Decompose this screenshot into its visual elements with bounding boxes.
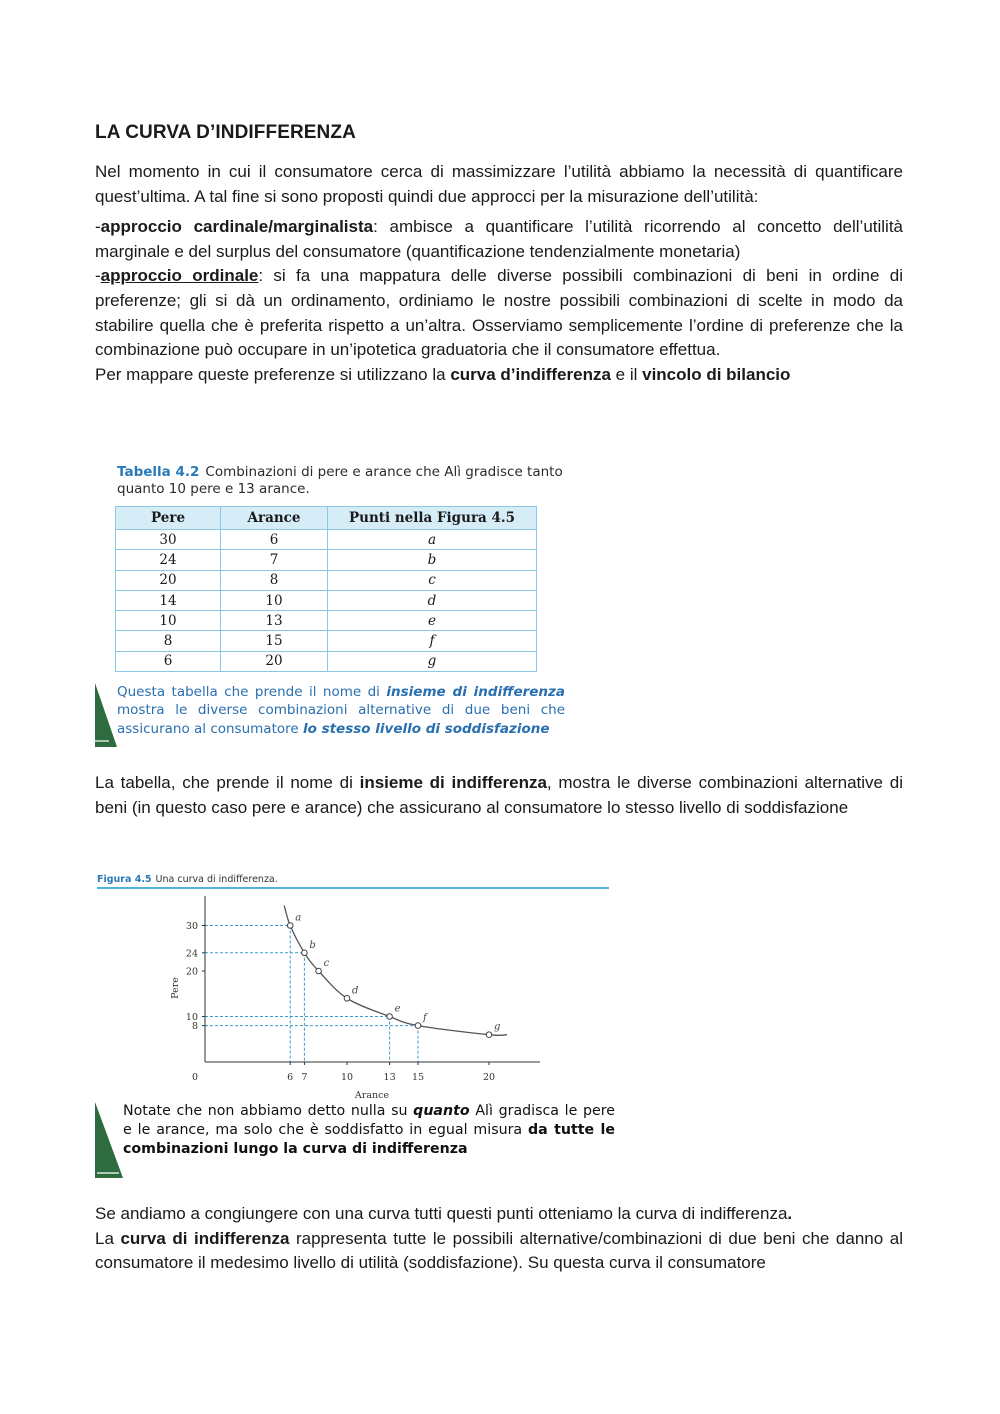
- cardinal-approach-paragraph: [95, 215, 903, 264]
- bullet-dash: -: [95, 266, 101, 286]
- note-text: Alì gradisca le pere e le arance, ma solo che è soddisfatto in egual misura: [123, 1103, 615, 1138]
- figure-label: Figura 4.5: [97, 874, 152, 885]
- intro-paragraph: Nel momento in cui il consumatore cerca di massimizzare l’utilità abbiamo la necessità di quantificare quest’ultima. A tal fine si sono proposti quindi due approcci per la misurazione dell’utilità:: [95, 162, 903, 206]
- ordinal-text: : si fa una mappatura delle diverse possibili combinazioni di beni in ordine di preferenze; gli si dà un ordinamento, ordiniamo le nostre possibili combinazioni di scelte in modo da stabilire quella che è preferita rispetto a un’altra. Osserviamo semplicemente l’ordine di preferenze che la combinazione può occupare in un’ipotetica graduatoria che il consumatore effettua.: [95, 266, 903, 360]
- data-point-d: [344, 996, 350, 1002]
- y-tick-label: 8: [191, 1021, 198, 1033]
- table-cell: b: [328, 550, 537, 570]
- point-label-b: b: [309, 939, 316, 951]
- y-tick-label: 24: [185, 948, 198, 960]
- table-cell: 8: [116, 631, 221, 651]
- page-title: LA CURVA D’INDIFFERENZA: [95, 122, 356, 143]
- note-text: mostra le diverse combinazioni alternative di due beni che assicurano al consumatore: [117, 702, 565, 737]
- table-row: [116, 631, 537, 651]
- note-emphasis: quanto: [413, 1103, 470, 1119]
- bullet-dash: -: [95, 217, 101, 237]
- mapping-text: Per mappare queste preferenze si utilizzano la: [95, 364, 451, 384]
- table-row: [116, 530, 537, 550]
- x-tick-label: 7: [301, 1072, 308, 1083]
- explanation-text: La tabella, che prende il nome di: [95, 773, 360, 792]
- table-explanation: [95, 771, 903, 820]
- table-note-text: [117, 683, 565, 745]
- note-text: Notate che non abbiamo detto nulla su: [123, 1103, 414, 1119]
- cardinal-text: : ambisce a quantificare l’utilità ricorrendo al concetto dell’utilità marginale e del surplus del consumatore (quantificazione tendenzialmente monetaria): [95, 217, 903, 261]
- mapping-paragraph: [95, 363, 903, 388]
- figure-note-text: [117, 1102, 615, 1177]
- note-wedge-decoration: [95, 1102, 117, 1177]
- note-emphasis: lo stesso livello di soddisfazione: [302, 720, 550, 737]
- closing-term: curva di indifferenza: [120, 1228, 290, 1248]
- table-header-cell: Arance: [221, 507, 328, 530]
- table-cell: f: [328, 631, 537, 651]
- cardinal-term: approccio cardinale/marginalista: [100, 217, 374, 237]
- closing-text: Se andiamo a congiungere con una curva tutti questi punti otteniamo la curva di indifferenza: [95, 1204, 788, 1223]
- table-cell: c: [328, 570, 537, 590]
- table-cell: 10: [221, 590, 328, 610]
- table-cell: 20: [221, 651, 328, 671]
- table-figure: [115, 464, 565, 672]
- note-emphasis: insieme di indifferenza: [386, 684, 565, 700]
- y-axis-label: Pere: [170, 977, 181, 999]
- point-label-e: e: [394, 1003, 401, 1015]
- indifference-table: [115, 506, 537, 672]
- table-cell: e: [328, 611, 537, 631]
- point-label-c: c: [323, 958, 330, 969]
- note-emphasis: da tutte le combinazioni lungo la curva di indifferenza: [123, 1122, 615, 1157]
- mapping-text-mid: e il: [610, 364, 643, 384]
- note-wedge-decoration: [95, 683, 117, 745]
- table-cell: d: [328, 590, 537, 610]
- table-row: [116, 550, 537, 570]
- table-cell: a: [328, 530, 537, 550]
- point-label-g: g: [494, 1021, 501, 1033]
- data-point-e: [387, 1014, 393, 1020]
- ordinal-term: approccio ordinale: [100, 266, 259, 286]
- closing-paragraph-1: [95, 1202, 903, 1227]
- y-tick-label: 10: [185, 1012, 198, 1023]
- data-point-c: [316, 968, 322, 974]
- closing-section: [95, 1202, 903, 1276]
- table-row: [116, 611, 537, 631]
- table-cell: 6: [221, 530, 328, 550]
- table-header-cell: Punti nella Figura 4.5: [328, 507, 537, 530]
- point-label-a: a: [295, 912, 302, 924]
- table-cell: 14: [116, 590, 221, 610]
- point-label-d: d: [352, 985, 359, 997]
- y-tick-label: 30: [185, 921, 198, 932]
- indifference-curve-chart: [160, 890, 550, 1102]
- ordinal-approach-paragraph: [95, 264, 903, 362]
- data-point-b: [302, 950, 308, 956]
- figure-caption: [97, 874, 609, 889]
- document-body: [95, 120, 903, 387]
- closing-text: La: [95, 1228, 121, 1248]
- table-note: [95, 683, 565, 745]
- note-text: Questa tabella che prende il nome di: [117, 684, 387, 700]
- table-row: [116, 651, 537, 671]
- data-point-a: [287, 923, 293, 929]
- data-point-f: [415, 1023, 421, 1029]
- table-explanation-paragraph: [95, 771, 903, 820]
- table-cell: 13: [221, 611, 328, 631]
- table-label: Tabella 4.2: [117, 464, 200, 480]
- x-tick-label: 20: [482, 1072, 496, 1083]
- x-axis-label: Arance: [354, 1090, 390, 1101]
- mapping-term-budget: vincolo di bilancio: [642, 364, 791, 384]
- closing-dot: .: [787, 1204, 793, 1223]
- figure-title: Una curva di indifferenza.: [155, 874, 278, 885]
- x-tick-label: 0: [191, 1072, 199, 1083]
- table-cell: 30: [116, 530, 221, 550]
- mapping-term-curve: curva d’indifferenza: [450, 364, 611, 384]
- closing-text-end: rappresenta tutte le possibili alternative/combinazioni di due beni che danno al consumatore il medesimo livello di utilità (soddisfazione). Su questa curva il consumatore: [95, 1228, 903, 1273]
- figure-note: [95, 1102, 615, 1177]
- table-cell: 6: [116, 651, 221, 671]
- table-cell: 20: [116, 570, 221, 590]
- point-label-f: f: [423, 1012, 427, 1024]
- table-header-cell: Pere: [116, 507, 221, 530]
- table-cell: 7: [221, 550, 328, 570]
- y-tick-label: 20: [185, 966, 198, 978]
- table-cell: 24: [116, 550, 221, 570]
- data-point-g: [486, 1032, 492, 1038]
- table-cell: 10: [116, 611, 221, 631]
- table-row: [116, 570, 537, 590]
- x-tick-label: 10: [340, 1072, 354, 1083]
- table-header-row: [116, 507, 537, 530]
- table-cell: 8: [221, 570, 328, 590]
- x-tick-label: 15: [411, 1072, 425, 1083]
- table-caption: [117, 464, 565, 498]
- table-body: [116, 530, 537, 672]
- table-cell: 15: [221, 631, 328, 651]
- table-cell: g: [328, 651, 537, 671]
- x-tick-label: 6: [287, 1072, 294, 1083]
- explanation-term: insieme di indifferenza: [359, 773, 547, 792]
- explanation-text-end: , mostra le diverse combinazioni alternative di beni (in questo caso pere e arance) che assicurano al consumatore lo stesso livello di soddisfazione: [95, 773, 903, 817]
- table-caption-text: Combinazioni di pere e arance che Alì gradisce tanto quanto 10 pere e 13 arance.: [117, 464, 563, 497]
- closing-paragraph-2: [95, 1227, 903, 1276]
- x-tick-label: 13: [383, 1072, 396, 1083]
- table-row: [116, 590, 537, 610]
